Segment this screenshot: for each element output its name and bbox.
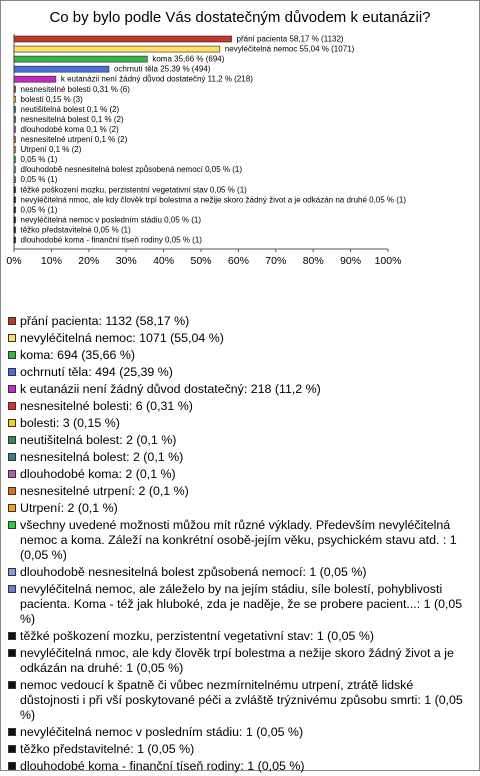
bar-label-10: nesnesitelné utrpení 0,1 % (2)	[20, 135, 128, 144]
bar-1	[14, 46, 220, 52]
legend-swatch-1	[8, 334, 16, 342]
legend-text-16: nevyléčitelná nmoc, ale kdy člověk trpí bolestma a nežije skoro žádný život a je odkázán na druhé: 1 (0,05 %)	[20, 646, 454, 675]
bar-label-6: bolesti 0,15 % (3)	[20, 94, 83, 104]
bar-8	[14, 116, 16, 122]
legend-text-11: Utrpení: 2 (0,1 %)	[20, 501, 118, 515]
bar-5	[14, 86, 16, 92]
bar-label-12: 0,05 % (1)	[20, 155, 58, 165]
legend-item-3	[8, 365, 470, 380]
x-tick-label-5: 50%	[190, 255, 212, 268]
legend-swatch-0	[8, 317, 16, 325]
bar-2	[14, 56, 147, 62]
x-tick-label-9: 90%	[340, 255, 362, 268]
bar-4	[14, 76, 56, 82]
legend-item-12	[8, 518, 470, 563]
legend-swatch-16	[8, 649, 16, 657]
legend-text-3: ochrnutí těla: 494 (25,39 %)	[20, 365, 173, 379]
bar-13	[14, 167, 16, 173]
legend-text-4: k eutanázii není žádný důvod dostatečný: 218 (11,2 %)	[20, 382, 321, 396]
x-tick-label-4: 40%	[153, 255, 175, 268]
bar-9	[14, 126, 16, 132]
legend-text-13: dlouhodobě nesnesitelná bolest způsobená nemocí: 1 (0,05 %)	[20, 565, 367, 579]
legend-item-19	[8, 742, 470, 757]
legend-swatch-14	[8, 585, 16, 593]
legend-text-0: přání pacienta: 1132 (58,17 %)	[20, 314, 190, 328]
bar-label-17: 0,05 % (1)	[20, 205, 58, 215]
bar-label-18: nevyléčitelná nemoc v posledním stádiu 0,05 % (1)	[20, 215, 202, 225]
legend-item-4	[8, 382, 470, 397]
legend-swatch-2	[8, 351, 16, 359]
bar-10	[14, 137, 16, 143]
bar-16	[14, 197, 16, 203]
legend-swatch-10	[8, 487, 16, 495]
legend-swatch-4	[8, 385, 16, 393]
legend-swatch-5	[8, 402, 16, 410]
bar-label-7: neutišitelná bolest 0,1 % (2)	[20, 104, 120, 114]
legend-swatch-19	[8, 745, 16, 753]
x-tick-label-3: 30%	[115, 255, 137, 268]
bar-label-4: k eutanázii není žádný důvod dostatečný 11,2 % (218)	[60, 74, 253, 84]
legend-text-7: neutišitelná bolest: 2 (0,1 %)	[20, 433, 177, 447]
legend-swatch-17	[8, 681, 16, 689]
legend-item-6	[8, 416, 470, 431]
legend-swatch-13	[8, 568, 16, 576]
legend-item-16	[8, 646, 470, 676]
legend-text-12: všechny uvedené možnosti můžou mít různé výklady. Především nevyléčitelná nemoc a koma. Záleží na konkrétní osobě-jejím věku, psychickém stavu atd. : 1 (0,05 %)	[20, 518, 457, 562]
legend-swatch-8	[8, 453, 16, 461]
x-tick-label-6: 60%	[227, 255, 249, 268]
legend-text-9: dlouhodobé koma: 2 (0,1 %)	[20, 467, 176, 481]
legend-swatch-3	[8, 368, 16, 376]
bar-20	[14, 237, 16, 243]
x-tick-label-8: 80%	[302, 255, 324, 268]
bar-label-2: koma 35,66 % (694)	[152, 54, 225, 64]
legend-swatch-9	[8, 470, 16, 478]
legend-item-9	[8, 467, 470, 482]
chart-title: Co by bylo podle Vás dostatečným důvodem k eutanázii?	[49, 9, 431, 26]
legend-swatch-20	[8, 762, 16, 770]
legend-item-1	[8, 331, 470, 346]
legend-item-8	[8, 450, 470, 465]
legend-text-14: nevyléčitelná nemoc, ale záleželo by na jejím stádiu, síle bolestí, pohyblivosti pacienta. Koma - též jak hluboké, zda je naděje, že se probere pacient...: 1 (0,05 %)	[20, 582, 463, 626]
legend-text-17: nemoc vedoucí k špatně či vůbec nezmírnitelnému utrpení, ztrátě lidské důstojnosti i při vší poskytované péči a zvláště trýznivému způsobu smrti: 1 (0,05 %)	[20, 678, 463, 722]
legend-text-18: nevyléčitelná nemoc v posledním stádiu: 1 (0,05 %)	[20, 725, 304, 739]
legend-text-19: těžko představitelné: 1 (0,05 %)	[20, 742, 195, 756]
legend-item-14	[8, 582, 470, 627]
legend-item-15	[8, 629, 470, 644]
legend-item-20	[8, 759, 470, 774]
bar-12	[14, 157, 16, 163]
legend-item-18	[8, 725, 470, 740]
bar-0	[14, 36, 232, 42]
legend-text-1: nevyléčitelná nemoc: 1071 (55,04 %)	[20, 331, 224, 345]
legend-item-17	[8, 678, 470, 723]
legend-text-5: nesnesitelné bolesti: 6 (0,31 %)	[20, 399, 193, 413]
bar-label-9: dlouhodobé koma 0,1 % (2)	[20, 124, 119, 134]
bar-label-1: nevyléčitelná nemoc 55,04 % (1071)	[224, 44, 355, 54]
legend-item-13	[8, 565, 470, 580]
bar-label-11: Utrpení 0,1 % (2)	[20, 145, 82, 155]
x-tick-label-0: 0%	[6, 255, 22, 268]
bar-19	[14, 227, 16, 233]
bar-label-19: těžko představitelné 0,05 % (1)	[20, 225, 131, 235]
bar-label-14: 0,05 % (1)	[20, 175, 58, 185]
x-tick-label-7: 70%	[265, 255, 287, 268]
bar-label-13: dlouhodobě nesnesitelná bolest způsobená nemocí 0,05 % (1)	[20, 165, 242, 175]
legend-item-0	[8, 314, 470, 329]
bar-6	[14, 96, 16, 102]
bar-11	[14, 147, 16, 153]
legend-swatch-18	[8, 728, 16, 736]
chart-legend	[8, 314, 470, 776]
bar-chart	[0, 0, 480, 310]
x-tick-label-1: 10%	[40, 255, 62, 268]
bar-label-3: ochrnutí těla 25,39 % (494)	[113, 64, 211, 74]
bar-label-16: nevyléčitelná nmoc, ale kdy člověk trpí bolestma a nežije skoro žádný život a je odkázán na druhé 0,05 % (1)	[20, 195, 407, 205]
legend-swatch-15	[8, 632, 16, 640]
legend-swatch-12	[8, 521, 16, 529]
legend-item-11	[8, 501, 470, 516]
x-tick-label-10: 100%	[374, 255, 402, 268]
legend-text-20: dlouhodobé koma - finanční tíseň rodiny: 1 (0,05 %)	[20, 759, 305, 773]
legend-swatch-6	[8, 419, 16, 427]
legend-item-5	[8, 399, 470, 414]
bar-label-8: nesnesitelná bolest 0,1 % (2)	[20, 114, 124, 124]
bar-7	[14, 106, 16, 112]
bar-label-15: těžké poškození mozku, perzistentní vegetativní stav 0,05 % (1)	[20, 185, 247, 195]
bar-17	[14, 207, 16, 213]
legend-text-2: koma: 694 (35,66 %)	[20, 348, 136, 362]
bar-3	[14, 66, 109, 72]
bar-14	[14, 177, 16, 183]
legend-swatch-7	[8, 436, 16, 444]
legend-text-6: bolesti: 3 (0,15 %)	[20, 416, 120, 430]
x-tick-label-2: 20%	[78, 255, 100, 268]
legend-text-15: těžké poškození mozku, perzistentní vegetativní stav: 1 (0,05 %)	[20, 629, 374, 643]
legend-item-7	[8, 433, 470, 448]
bar-label-5: nesnesitelné bolesti 0,31 % (6)	[20, 84, 130, 94]
legend-text-10: nesnesitelné utrpení: 2 (0,1 %)	[20, 484, 189, 498]
legend-swatch-11	[8, 504, 16, 512]
bar-18	[14, 217, 16, 223]
legend-item-2	[8, 348, 470, 363]
legend-text-8: nesnesitelná bolest: 2 (0,1 %)	[20, 450, 184, 464]
bar-15	[14, 187, 16, 193]
bar-label-20: dlouhodobé koma - finanční tíseň rodiny 0,05 % (1)	[20, 235, 202, 245]
legend-item-10	[8, 484, 470, 499]
bar-label-0: přání pacienta 58,17 % (1132)	[236, 34, 344, 44]
